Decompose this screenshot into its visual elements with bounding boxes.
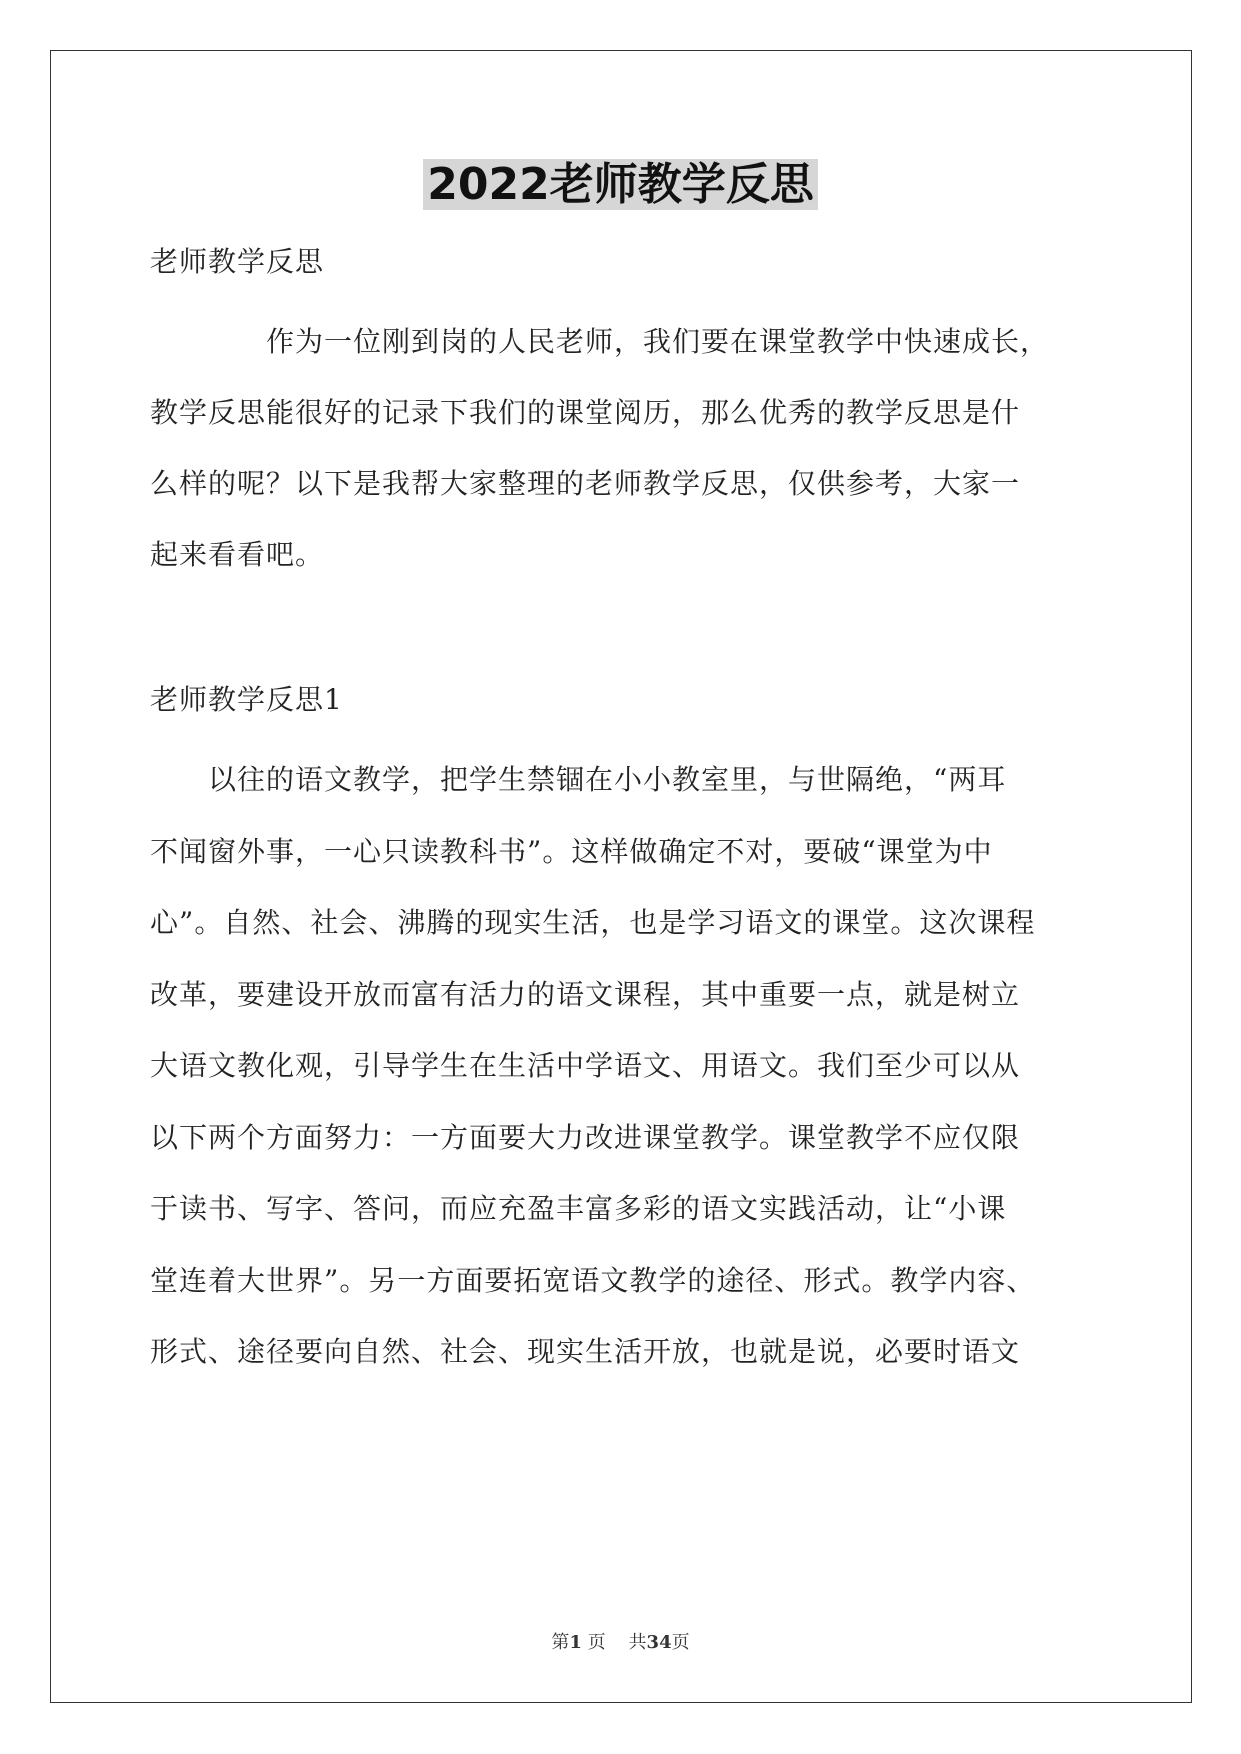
total-prefix: 共 (628, 1632, 647, 1653)
body-line: 不闻窗外事，一心只读教科书”。这样做确定不对，要破“课堂为中 (150, 835, 993, 868)
page-footer (0, 1631, 1241, 1655)
body-line: 作为一位刚到岗的人民老师，我们要在课堂教学中快速成长， (150, 325, 1050, 358)
section-heading: 老师教学反思 (150, 245, 325, 278)
body-line: 以下两个方面努力：一方面要大力改进课堂教学。课堂教学不应仅限 (150, 1121, 1021, 1154)
section-heading: 老师教学反思1 (150, 683, 343, 716)
body-line: 以往的语文教学，把学生禁锢在小小教室里，与世隔绝，“两耳 (150, 763, 1007, 796)
body-line: 大语文教化观，引导学生在生活中学语文、用语文。我们至少可以从 (150, 1049, 1021, 1082)
page-suffix: 页 (587, 1632, 606, 1653)
body-line: 心”。自然、社会、沸腾的现实生活，也是学习语文的课堂。这次课程 (150, 906, 1036, 939)
page-frame (50, 50, 1192, 1703)
body-line: 起来看看吧。 (150, 538, 325, 571)
document-title-text: 2022老师教学反思 (423, 159, 817, 210)
page-prefix: 第 (551, 1632, 570, 1653)
total-suffix: 页 (671, 1632, 690, 1653)
body-line: 教学反思能很好的记录下我们的课堂阅历，那么优秀的教学反思是什 (150, 396, 1021, 429)
body-line: 改革，要建设开放而富有活力的语文课程，其中重要一点，就是树立 (150, 978, 1021, 1011)
body-line: 于读书、写字、答问，而应充盈丰富多彩的语文实践活动，让“小课 (150, 1192, 1007, 1225)
total-pages: 34 (646, 1632, 672, 1653)
body-line: 形式、途径要向自然、社会、现实生活开放，也就是说，必要时语文 (150, 1335, 1021, 1368)
page-number: 1 (569, 1632, 582, 1653)
body-line: 堂连着大世界”。另一方面要拓宽语文教学的途径、形式。教学内容、 (150, 1264, 1036, 1297)
document-title (0, 155, 1241, 215)
body-line: 么样的呢？以下是我帮大家整理的老师教学反思，仅供参考，大家一 (150, 467, 1021, 500)
